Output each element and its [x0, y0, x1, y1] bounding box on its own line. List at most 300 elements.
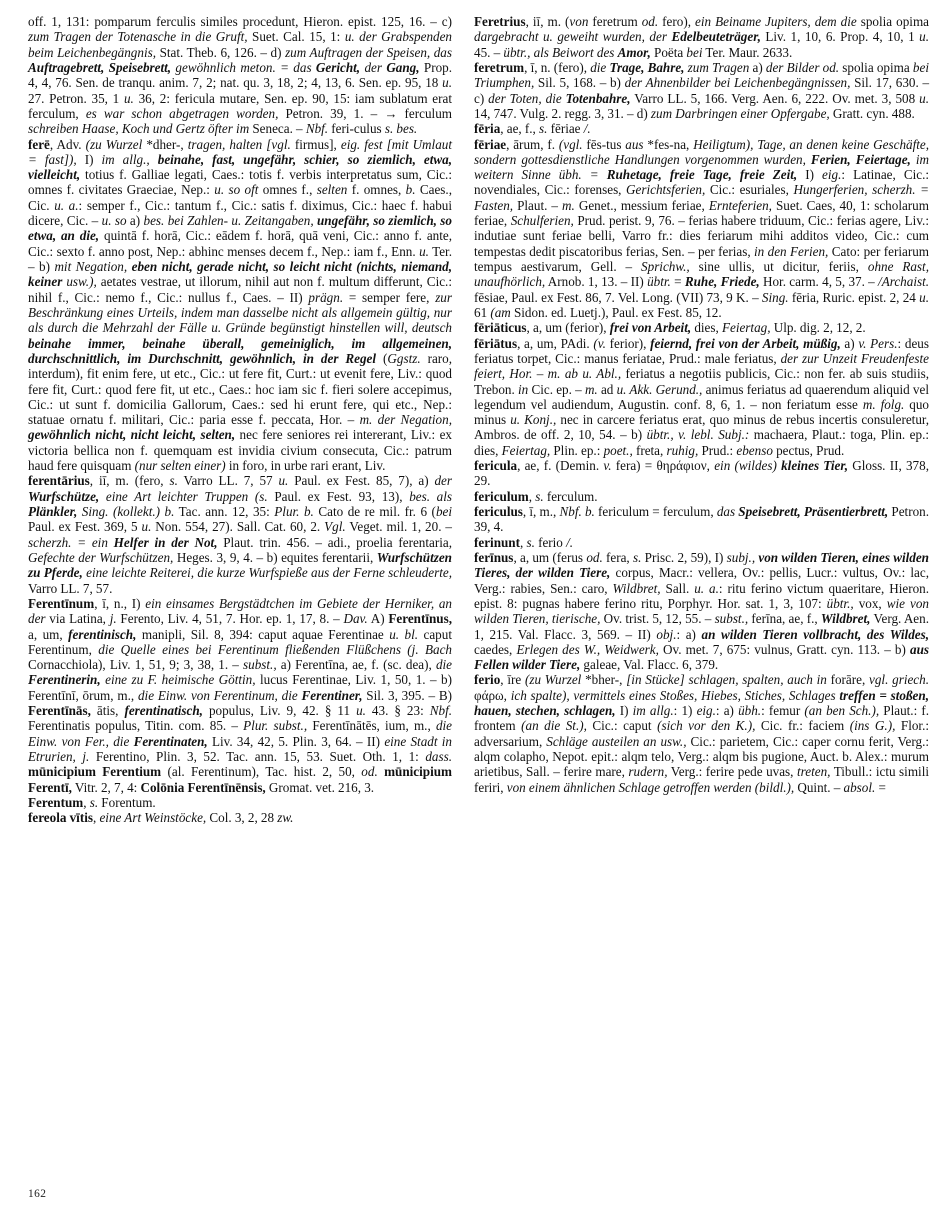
dictionary-entry [28, 810, 452, 825]
entry-gloss: aus [625, 136, 644, 152]
entry-gloss: (zu Wurzel [85, 136, 143, 152]
entry-text: Verg. Aen. 1, 215. Val. Flacc. 3, 569. – II) [474, 611, 929, 642]
entry-text: Gratt. cyn. 488. [829, 105, 915, 121]
entry-gloss: (am [490, 304, 511, 320]
entry-text: ( [376, 350, 388, 366]
entry-gloss: u. [123, 90, 134, 106]
entry-gloss: Gefechte der Wurfschützen, [28, 549, 174, 565]
entry-gloss: prägn. [308, 289, 344, 305]
entry-text: Ov. trist. 5, 12, 55. – [600, 611, 715, 627]
entry-text: = semper fere, [343, 289, 436, 305]
entry-headword: fereola vītis [28, 810, 93, 826]
entry-text: Cic.: caput [586, 718, 658, 734]
entry-gloss: u. a. [54, 197, 79, 213]
entry-gloss: u. so oft [214, 182, 259, 198]
entry-text: nec fere seniores rei intererant, Liv.: ex victoria bellica non f. quemquam est invidia civium consecuta, Cic.: patrum haud fere quisquam [28, 427, 452, 474]
entry-gloss: Plur. b. [274, 504, 314, 519]
entry-gloss: der Toten, die [488, 90, 566, 106]
entry-text: , Adv. [49, 136, 86, 152]
entry-key-gloss: gewöhnlich nicht, nicht leicht, selten, [28, 427, 236, 443]
entry-gloss: u. [919, 29, 929, 45]
entry-text: Sil. 3, 395. – B) [362, 687, 452, 703]
entry-gloss: s. bes. [384, 121, 418, 137]
entry-text: : deus feriatus torpet, Cic.: manus feriatae, Prud.: male feriatus, [474, 335, 929, 366]
entry-text: Ter. – b) [28, 243, 452, 274]
entry-headword: Ferentīnum [28, 595, 95, 611]
entry-gloss: die [435, 657, 452, 673]
entry-text: Liv. 34, 42, 5. Plin. 3, 64. – II) [207, 733, 385, 749]
left-column [28, 14, 452, 1162]
entry-gloss: es war schon abgetragen worden, [85, 105, 279, 121]
entry-text: Prud.: [698, 442, 737, 458]
entry-gloss: Ernteferien, [708, 197, 772, 213]
entry-text: = [875, 779, 886, 795]
entry-key-gloss: treffen = stoßen, hauen, stechen, schlagen, [474, 687, 929, 719]
entry-text: dies, [691, 320, 722, 336]
entry-text: , a, um (ferus [513, 549, 587, 565]
entry-key-gloss: Wurfschützen zu Pferde, [28, 549, 452, 581]
entry-gloss: dargebracht u. geweiht wurden, der [474, 29, 672, 45]
entry-gloss: subst., [714, 611, 749, 627]
entry-text: Varro LL. 7, 57. [28, 580, 113, 596]
entry-text: corpus, Macr.: vellera, Ov.: pellis, Lucr.: vultus, Ov.: lac, Verg.: rabies, Sen.: caro, [474, 565, 929, 596]
entry-gloss: absol. [843, 779, 876, 795]
entry-text: Cato: per feriarum tempus aestivarum, Gell. – [474, 243, 929, 274]
entry-text: *bher-, [581, 672, 627, 688]
entry-gloss: in den Ferien, [754, 243, 829, 259]
entry-text: quintā f. horā, Cic.: eādem f. horā, quā veni, Cic.: anno f. ante, Cic.: sexto f. anno post, Nep.: abhinc menses decem f., Nep.: iam f., Enn. [28, 228, 452, 259]
entry-text: Sil. 17, 630. – c) [474, 75, 930, 106]
entry-text: Genet., messium feriae, [574, 197, 709, 213]
entry-gloss: tragen, halten [vgl. [187, 136, 291, 152]
entry-text: I) [797, 167, 823, 183]
entry-gloss: zum Tragen der Totenasche in die Gruft, [28, 29, 248, 45]
dictionary-entry [28, 137, 452, 474]
dictionary-entry [474, 550, 929, 673]
entry-gloss: Gerichtsferien, [626, 182, 706, 198]
entry-key-gloss: Ferentiner, [301, 687, 363, 703]
entry-key-gloss: Gang, [386, 59, 420, 75]
entry-gloss: der Bilder od. [765, 59, 840, 75]
entry-gloss: im allg. [632, 703, 674, 719]
entry-gloss: gewöhnlich meton. = das [171, 59, 316, 75]
entry-gloss: s. [169, 473, 178, 489]
entry-gloss: übh. [738, 703, 762, 719]
entry-text: Paul. ex Fest. 369, 5 [28, 519, 142, 535]
entry-text: Suet. Cal. 15, 1: [247, 29, 345, 45]
entry-key-gloss: Totenbahre, [565, 90, 631, 106]
entry-key-gloss: ungefähr, so ziemlich, so etwa, an die, [28, 213, 452, 244]
entry-text: , [92, 810, 100, 826]
entry-text: Hor. carm. 4, 5, 37. – [759, 274, 879, 290]
entry-key-gloss: eben nicht, gerade nicht, so leicht nicht (nichts, niemand, keiner [28, 259, 452, 290]
entry-gloss: ein (wildes) [714, 458, 782, 474]
dictionary-entry [474, 535, 929, 550]
right-column [474, 14, 929, 1162]
entry-gloss: u. [356, 703, 366, 719]
entry-gloss: Nbf. b. [559, 504, 595, 519]
entry-text: Caes., Cic. [28, 182, 452, 213]
entry-text: Paul. ex Fest. 93, 13), [267, 488, 410, 504]
entry-text: fēriae [547, 121, 584, 137]
entry-text: feretrum [588, 14, 642, 29]
entry-text: , [83, 794, 90, 810]
entry-gloss: ich spalte), vermittels eines Stoßes, Hiebes, Stiches, Schlages [510, 687, 840, 703]
entry-text: fēria, Ruric. epist. 2, 24 [788, 289, 920, 305]
entry-gloss: im allg., [101, 151, 150, 167]
entry-gloss: in [518, 381, 529, 397]
entry-text: , [528, 488, 536, 504]
entry-gloss: u. [141, 519, 152, 535]
entry-headword: mūnicipium Ferentium [28, 764, 162, 780]
entry-text: Prud. perist. 9, 76. – ferias habere triduum, Cic.: ferias agere, Liv.: indutiae sunt feriae belli, Varro fr.: dies feriarum mihi additos video, Cic.: cum tempestas dedit piscatoribus ferias, Sen. – per ferias, [474, 213, 929, 259]
entry-text: sine ullis, ut dicitur, feriis, [689, 259, 868, 274]
entry-gloss: der [434, 473, 453, 489]
entry-key-gloss: Trage, Bahre, [609, 59, 685, 75]
entry-gloss: u. so [101, 213, 127, 229]
entry-gloss: wie von wilden Tieren, tierische, [474, 595, 929, 627]
entry-gloss: u. [278, 473, 289, 489]
entry-gloss: (nur selten einer) [134, 458, 226, 474]
entry-text: Forentum. [98, 794, 156, 810]
entry-key-gloss: beinahe, fast, ungefähr, schier, so ziemlich, etwa, vielleicht, [28, 151, 453, 183]
entry-gloss: m. der Negation, [359, 412, 452, 428]
entry-headword: fēriāticus [474, 320, 527, 336]
entry-text: caedes, [474, 641, 517, 657]
entry-gloss: ein Beiname Jupiters, dem die [695, 14, 857, 29]
entry-headword: Ferentum [28, 794, 84, 810]
dictionary-entry [474, 121, 929, 136]
page-number: 162 [28, 1188, 47, 1200]
entry-key-gloss: Amor, [617, 44, 651, 60]
entry-text: 36, 2: fericula mutare, Sen. ep. 90, 15: iam sublatum erat ferculum, [28, 90, 452, 121]
entry-text: animus feriatus ad quaerendum aliquid vel legendum vel audiendum, Augustin. conf. 8, 6, 1. – non feriatum esse [474, 381, 929, 412]
dictionary-entry [474, 336, 929, 459]
entry-text: nec in carcere feriatus erat, quo minus de rebus incertis consuleretur, Ambros. de off. 2, 10, 54. – b) [474, 412, 930, 443]
entry-gloss: der [360, 59, 387, 75]
entry-text: Cic.: esuriales, [705, 182, 794, 198]
entry-text: firmus], [290, 136, 341, 152]
entry-text: freta, [632, 442, 667, 458]
entry-gloss: der Ahnenbilder bei Leichenbegängnissen, [624, 75, 851, 91]
entry-gloss: m. [562, 197, 575, 213]
entry-text: off. 1, 131: pomparum ferculis similes procedunt, Hieron. epist. 125, 16. – c) [28, 14, 452, 29]
entry-text: φάρω, [474, 687, 511, 703]
entry-key-gloss: Gericht, [315, 59, 361, 75]
entry-gloss: b. [164, 504, 175, 519]
entry-gloss: vgl. griech. [869, 672, 929, 688]
entry-gloss: v. Pers. [858, 335, 898, 351]
entry-gloss: Schulferien, [510, 213, 574, 229]
entry-text: raro, interdum), fit enim fere, ut etc., Cic.: ut fere fit, Curt.: ut evenit fere, Liv.: quod fere fit, Curt.: quod fere fit, ut etc., Caes.: hoc iam sic f. fieri solere accepimus, Cic.: ut sunt f. domicilia Gallorum, Caes.: sed hi erunt fere, qui etc., Nep.: statuae ornatu f. militari, Cic.: paria esse f. peccata, Hor. – [28, 350, 453, 428]
page-columns [28, 14, 930, 1162]
entry-gloss: (v. [593, 335, 606, 351]
entry-text: machaera, Plaut.: toga, Plin. ep.: dies, [474, 427, 930, 458]
entry-gloss: b. [405, 182, 416, 198]
entry-key-gloss: Ruhetage, freie Tage, freie Zeit, [606, 167, 798, 183]
entry-gloss: Nbf. [305, 121, 329, 137]
entry-gloss: m. folg. [862, 396, 905, 412]
entry-text: Sall. [660, 580, 695, 596]
entry-text: a, um, [28, 626, 69, 642]
entry-text: in foro, in urbe rari erant, Liv. [225, 458, 386, 474]
entry-text: Ferentinatis populus, Titin. com. 85. – [28, 718, 244, 734]
entry-gloss: j. [109, 611, 117, 627]
entry-headword: fēria [474, 121, 501, 137]
entry-text: fera, [602, 549, 633, 565]
entry-text: Cic. fr.: faciem [755, 718, 850, 734]
entry-gloss: das [716, 504, 739, 519]
entry-gloss: zw. [277, 810, 294, 826]
entry-key-gloss: aus Fellen wilder Tiere, [474, 641, 929, 673]
entry-text: Poëta [650, 44, 687, 60]
entry-gloss: Nbf. [429, 703, 453, 719]
entry-gloss: eig. [696, 703, 716, 719]
entry-gloss: u. der Grabspenden beim Leichenbegängnis, [28, 29, 452, 60]
entry-text: *dher-, [142, 136, 188, 152]
entry-text: , ae, f., [500, 121, 540, 137]
entry-gloss: Hungerferien, scherzh. = Fasten, [474, 182, 929, 213]
entry-gloss: Ggstz. [387, 350, 421, 366]
entry-text: vox, [853, 595, 887, 611]
entry-text: : Latinae, Cic.: novendiales, Cic.: forenses, [474, 167, 930, 198]
entry-key-gloss: Plänkler, [28, 504, 78, 519]
entry-gloss: im weitern Sinne übh. = [474, 151, 929, 183]
entry-gloss: zur Beschränkung eines Urteils, indem man dasselbe nicht als allgemein gültig, nur als durch die Mehrzahl der Fälle u. Gründe begünstigt hinstellen will, deutsch [28, 289, 452, 336]
entry-text: Stat. Theb. 6, 126. – d) [156, 44, 286, 60]
entry-text: Plin. ep.: [550, 442, 604, 458]
entry-text: , ī, n. (fero), [524, 59, 591, 75]
entry-text: Heges. 3, 9, 4. – b) equites ferentarii, [173, 549, 377, 565]
entry-text: a) [126, 213, 144, 229]
entry-gloss: zum Auftragen der Speisen, das [285, 44, 452, 60]
entry-text: Ter. Maur. 2633. [702, 44, 793, 60]
entry-key-gloss: feiernd, frei von der Arbeit, müßig, [650, 335, 841, 351]
entry-headword: fericulus [474, 504, 523, 519]
entry-key-gloss: Helfer in der Not, [113, 534, 218, 550]
entry-text: , ī, n., I) [94, 595, 146, 611]
entry-text: Plaut. trin. 456. – adi., proelia ferentaria, [217, 534, 452, 550]
entry-gloss: übtr. [647, 274, 671, 290]
entry-key-gloss: Ferentinaten, [133, 733, 208, 749]
entry-gloss: [in Stücke] schlagen, spalten, auch in [626, 672, 827, 688]
entry-gloss: s. [632, 549, 642, 565]
entry-key-gloss: ferentinatisch, [124, 703, 203, 719]
entry-headword: fēriātus [474, 335, 518, 351]
entry-text: Cic.: parietem, Cic.: caper cornu ferit, Verg.: alqm colapho, Nepot. epit.: alqm telo, Verg.: alqm bis pugione, Auct. b. Alex.: murum arietibus, Sall. – ferire mare, [474, 733, 930, 780]
entry-gloss: ein einsames Bergstädtchen im Gebiete der Herniker, an der [28, 595, 452, 627]
entry-text: : a) [676, 626, 702, 642]
entry-gloss: Sing. (kollekt.) [77, 504, 161, 519]
entry-text: Sil. 5, 168. – b) [534, 75, 625, 91]
entry-gloss: eig. [822, 167, 842, 183]
entry-text: Tac. ann. 12, 35: [174, 504, 275, 519]
entry-gloss: Heiligtum), Tage, an denen keine Geschäfte, sondern gottesdienstliche Handlungen vorgenommen wurden, [474, 136, 930, 167]
entry-gloss: (an die St.), [521, 718, 587, 734]
entry-gloss: m. [584, 381, 598, 397]
entry-gloss: die Einw. von Ferentinum, die [137, 687, 302, 703]
entry-text: Veget. mil. 1, 20. – [345, 519, 452, 535]
entry-text: Suet. Caes, 40, 1: scholarum feriae, [474, 197, 929, 229]
entry-text: Verg.: ferire pede uvas, [667, 764, 797, 780]
entry-text: fera) = θηράφιον, [611, 458, 715, 474]
entry-gloss: zum Darbringen einer Opfergabe, [650, 105, 830, 121]
entry-text: ferculum [397, 105, 452, 121]
entry-headword: Colōnia Ferentīnēnsis, [140, 779, 266, 795]
entry-gloss: ohne Rast, unaufhörlich, [474, 259, 929, 290]
entry-gloss: eine Art leichter Truppen (s. [99, 488, 268, 504]
entry-gloss: Feiertag, [721, 320, 771, 336]
entry-headword: Feretrius [474, 14, 526, 29]
entry-key-gloss: Ferentinerin, [28, 672, 101, 688]
entry-text: Petron. 39, 1. – [278, 105, 385, 121]
entry-text: Ferentīnātēs, ium, m., [307, 718, 436, 734]
entry-text: 27. Petron. 35, 1 [28, 90, 124, 106]
entry-text: forāre, [826, 672, 870, 688]
entry-gloss: u. bl. [389, 626, 419, 642]
entry-headword: ferīnus [474, 549, 514, 565]
entry-headword: ferentārius [28, 473, 90, 489]
dictionary-entry [474, 320, 929, 335]
entry-text: galeae, Val. Flacc. 6, 379. [580, 657, 719, 673]
entry-text: fēsiae, Paul. ex Fest. 86, 7. Vel. Long. (VII) 73, 9 K. – [474, 289, 762, 305]
entry-headword: Ferentīnus, [388, 611, 452, 627]
entry-gloss: u. [919, 90, 929, 106]
entry-gloss: eine Stadt in Etrurien, j. [28, 733, 452, 764]
entry-gloss: Vgl. [324, 519, 346, 535]
entry-key-gloss: Wurfschütze, [28, 488, 100, 504]
entry-text: → [384, 105, 398, 121]
entry-gloss: eig. fest [mit Umlaut = fast]), [28, 136, 452, 167]
entry-gloss: subst., [243, 657, 277, 673]
entry-gloss: zum Tragen [684, 59, 750, 75]
entry-gloss: v. [603, 458, 612, 474]
entry-text: Ferentino, Plin. 3, 52. Tac. ann. 15, 53. Suet. Oth. 1, 1: [89, 749, 426, 764]
entry-key-gloss: beinahe immer, beinahe überall, gemeiniglich, im allgemeinen, durchschnittlich, im Durchschnitt, gewöhnlich, in der Regel [28, 335, 452, 366]
entry-key-gloss: kleines Tier, [781, 458, 848, 474]
entry-headword: ferinunt [474, 534, 520, 550]
entry-gloss: (zu Wurzel [524, 672, 582, 688]
entry-gloss: usw.), [66, 274, 97, 290]
entry-text: Ferento, Liv. 4, 51, 7. Hor. ep. 1, 17, 8. – [116, 611, 344, 627]
entry-text: ad [597, 381, 617, 397]
entry-text: a) [840, 335, 859, 351]
entry-text: ferculum. [543, 488, 598, 504]
entry-gloss: Sprichw., [641, 259, 690, 274]
entry-text: fēs-tus [582, 136, 626, 152]
entry-text: Petron. 39, 4. [474, 504, 930, 535]
entry-gloss: (ins G.), [849, 718, 896, 734]
entry-text: : semper f., Cic.: tantum f., Cic.: satis f. diximus, Cic.: haec f. habui dicere, Cic. – [28, 197, 453, 229]
entry-text: , ae, f. (Demin. [517, 458, 604, 474]
entry-text: spolia opima [856, 14, 930, 29]
entry-gloss: u. Akk. Gerund., [616, 381, 703, 397]
entry-headword: Ferentīnās, [28, 703, 91, 719]
entry-text: quo minus [474, 396, 929, 428]
entry-text: Seneca. – [249, 121, 306, 137]
dictionary-entry [28, 596, 452, 795]
entry-gloss: u. Konj., [510, 412, 557, 428]
entry-gloss: rudern, [628, 764, 668, 780]
entry-text: Gromat. vet. 216, 3. [265, 779, 375, 795]
entry-text: Liv. 1, 10, 6. Prop. 4, 10, 1 [760, 29, 920, 45]
entry-text: caput Ferentinum, [28, 626, 452, 657]
entry-text: fero), [658, 14, 696, 29]
entry-gloss: u. a. [694, 580, 719, 596]
entry-text: pectus, Prud. [772, 442, 845, 458]
entry-text: Col. 3, 2, 28 [206, 810, 278, 826]
entry-text: Ulp. dig. 2, 12, 2. [770, 320, 866, 336]
entry-text: totius f. Galliae legati, Caes.: totis f. verbis interpretatus sum, Cic.: omnes f. civitates Graeciae, Nep.: [28, 167, 452, 198]
entry-key-gloss: an wilden Tieren vollbracht, des Wildes, [701, 626, 930, 642]
entry-gloss: Wildbret, [612, 580, 661, 596]
entry-text: , iī, m. ( [525, 14, 570, 29]
entry-text: Cornacchiola), Liv. 1, 51, 9; 3, 38, 1. – [28, 657, 244, 673]
entry-text: , [520, 534, 527, 550]
entry-gloss: schreiben Haase, Koch und Gertz öfter im [28, 121, 250, 137]
entry-text: *fes-na, [643, 136, 694, 152]
entry-text: Arnob. 1, 13. – II) [545, 274, 648, 290]
entry-gloss: bes. als [409, 488, 452, 504]
entry-gloss: Dav. [343, 611, 368, 627]
entry-gloss: eine Art Weinstöcke, [99, 810, 207, 826]
entry-text: Prop. 4, 4, 76. Sen. de tranqu. anim. 7, 2; nat. qu. 3, 18, 2; 4, 13, 6. Sen. ep. 95, 18 [28, 59, 453, 91]
entry-text: ferīna, ae, f., [748, 611, 821, 627]
entry-gloss: treten, [796, 764, 831, 780]
entry-headword: fericulum [474, 488, 529, 504]
dictionary-entry [28, 473, 452, 596]
entry-key-gloss: Speisebrett, Präsentierbrett, [738, 504, 889, 519]
entry-text: a) Ferentīna, ae, f. (sc. dea), [276, 657, 436, 673]
entry-text: 14, 747. Vulg. 2. regg. 3, 31. – d) [474, 105, 651, 121]
entry-gloss: Erlegen des W., Weidwerk, [516, 641, 659, 657]
entry-gloss: /. [566, 534, 574, 550]
entry-text: Non. 554, 27). Sall. Cat. 60, 2. [151, 519, 325, 535]
entry-gloss: die [590, 59, 610, 75]
entry-gloss: ruhig, [666, 442, 699, 458]
entry-headword: fēriae [474, 136, 507, 152]
entry-gloss: von [569, 14, 589, 29]
entry-text: , ī, m., [522, 504, 560, 519]
entry-text: 43. § 23: [365, 703, 430, 719]
entry-gloss: od. [361, 764, 378, 780]
entry-headword: ferē [28, 136, 50, 152]
entry-key-gloss: von wilden Tieren, eines wilden Tieres, der wilden Tiere, [474, 549, 929, 581]
entry-key-gloss: Ruhe, Friede, [684, 274, 760, 290]
entry-text: Varro LL. 7, 57 [177, 473, 279, 489]
entry-text: feri-culus [328, 121, 385, 137]
entry-gloss: dass. [425, 749, 453, 764]
dictionary-entry [28, 795, 452, 810]
dictionary-entry [28, 14, 452, 137]
entry-text: via Latina, [45, 611, 110, 627]
entry-text: a) [749, 59, 766, 75]
entry-text: , iī, m. (fero, [89, 473, 170, 489]
entry-text: , īre [500, 672, 525, 688]
entry-text: feriatus a negotiis publicis, Cic.: non fer. ab suis studiis, Trebon. [474, 366, 929, 397]
dictionary-entry [474, 672, 929, 795]
entry-text: Paul. ex Fest. 85, 7), a) [288, 473, 435, 489]
entry-gloss: od. [641, 14, 659, 29]
entry-gloss: scherzh. = ein [28, 534, 114, 550]
entry-gloss: od. [586, 549, 603, 565]
entry-text: Vitr. 2, 7, 4: [71, 779, 141, 795]
entry-text: Ov. met. 7, 675: vulnus, Gratt. cyn. 113. – b) [658, 641, 910, 657]
entry-text: I) [76, 151, 102, 167]
entry-text: Varro LL. 5, 166. Verg. Aen. 6, 222. Ov. met. 3, 508 [630, 90, 920, 106]
entry-text: aetates vestrae, ut illorum, nihil aut non f. multum differunt, Cic.: nihil f., Cic.: nemo f., Cic.: nullus f., Caes. – II) [28, 274, 452, 305]
entry-gloss: (sich vor den K.), [657, 718, 756, 734]
